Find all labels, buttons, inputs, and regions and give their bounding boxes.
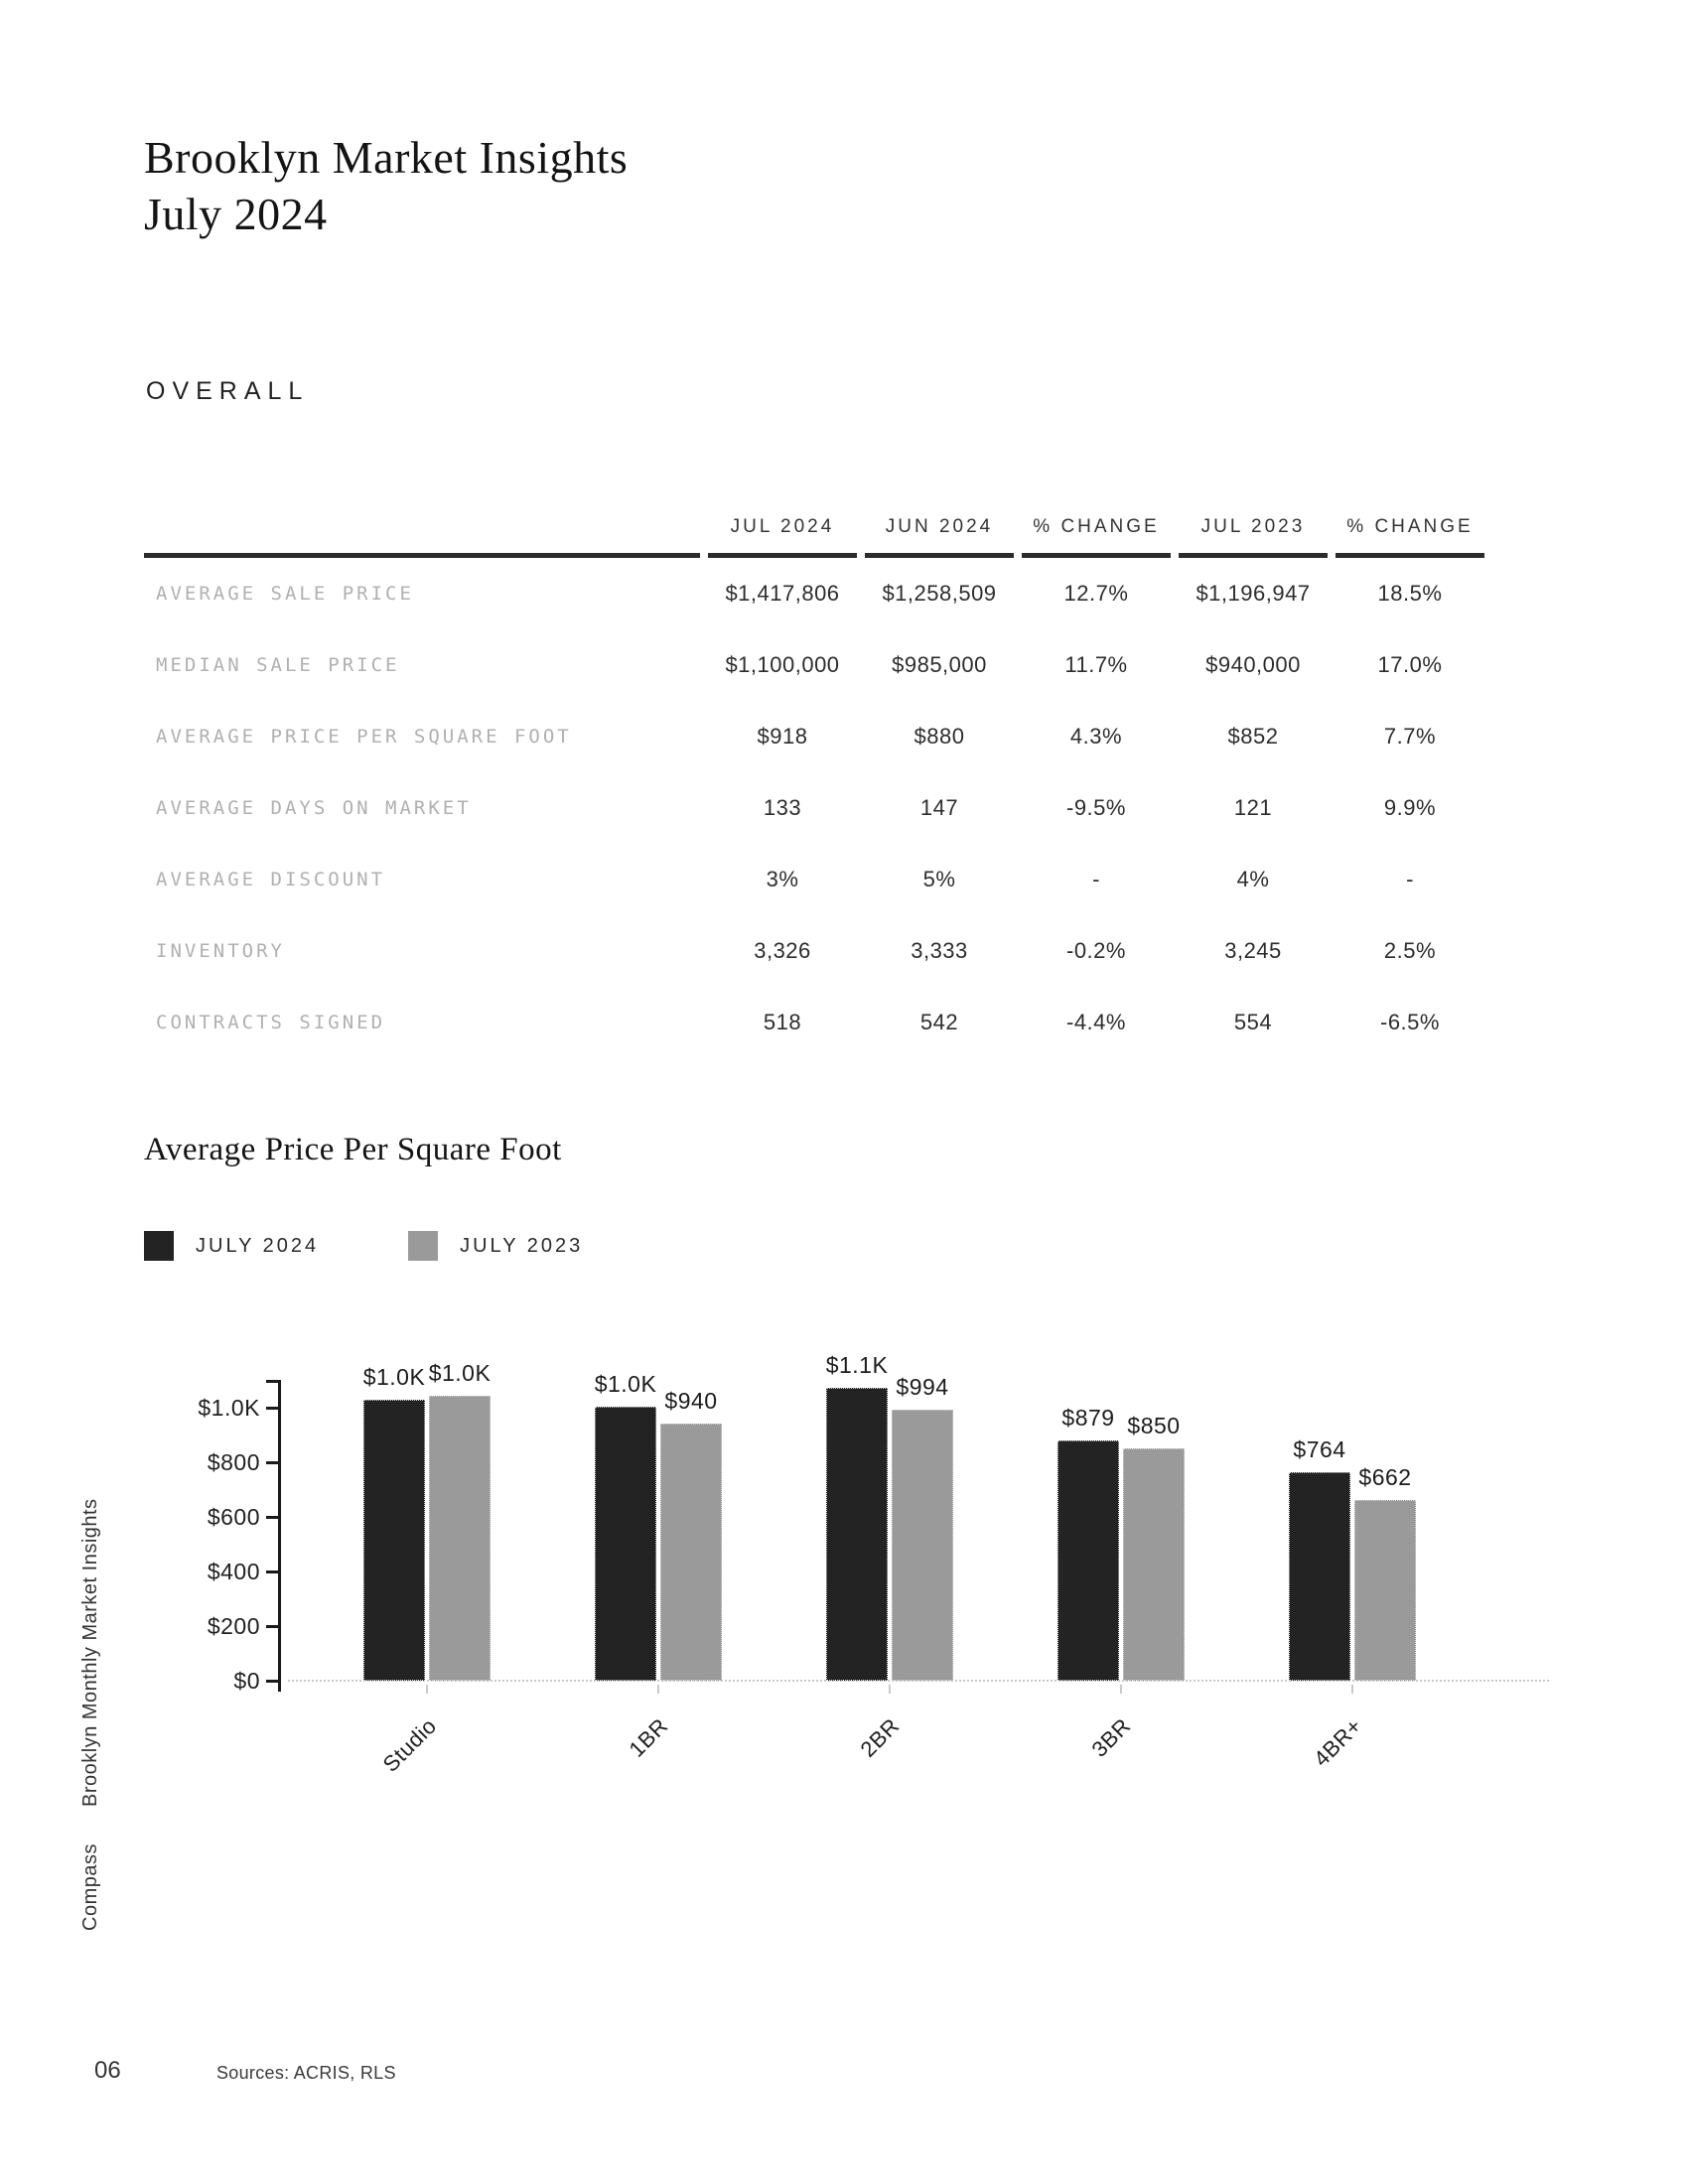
cell-value: $940,000	[1205, 652, 1301, 677]
header-cell-jun-2024: JUN 2024	[865, 516, 1014, 558]
x-category-label: 1BR	[624, 1712, 673, 1762]
cell-value: 3%	[766, 867, 799, 891]
bar-value-label: $1.0K	[594, 1371, 657, 1397]
bar-july-2024-1br	[595, 1407, 656, 1681]
header-cell-pct-change-yoy: % CHANGE	[1336, 516, 1484, 558]
cell-value: 2.5%	[1383, 938, 1437, 963]
row-label: AVERAGE SALE PRICE	[156, 583, 414, 605]
bar-value-label: $940	[664, 1388, 718, 1414]
bar-value-label: $662	[1358, 1464, 1412, 1490]
chart-legend	[144, 1231, 583, 1261]
bar-july-2023-4br+	[1354, 1500, 1416, 1681]
y-axis-tick	[266, 1625, 279, 1628]
y-axis-tick	[266, 1407, 279, 1410]
cell-value: 147	[919, 795, 959, 820]
y-axis-tick	[266, 1461, 279, 1464]
bar-july-2023-studio	[429, 1396, 491, 1681]
cell-value: -4.4%	[1066, 1010, 1126, 1034]
row-label: AVERAGE PRICE PER SQUARE FOOT	[156, 726, 572, 748]
y-axis-tick-label: $600	[207, 1504, 260, 1530]
y-axis-top-tick	[266, 1380, 279, 1383]
bar-value-label: $1.0K	[428, 1360, 492, 1386]
cell-value: 4.3%	[1069, 724, 1123, 749]
table-row	[144, 844, 1484, 915]
sidebar-brand-name: Compass	[79, 1843, 101, 1931]
cell-value: -6.5%	[1380, 1010, 1440, 1034]
y-axis-tick	[266, 1570, 279, 1573]
bar-july-2024-3br	[1057, 1440, 1119, 1681]
cell-value: 121	[1233, 795, 1273, 820]
cell-value: 12.7%	[1063, 581, 1129, 606]
cell-value: 18.5%	[1377, 581, 1443, 606]
page-title-line1: Brooklyn Market Insights	[144, 132, 629, 183]
cell-value: 3,326	[754, 938, 811, 963]
table-row	[144, 987, 1484, 1058]
row-label: CONTRACTS SIGNED	[156, 1012, 386, 1033]
bar-value-label: $1.0K	[362, 1364, 426, 1390]
x-axis-tick	[1120, 1685, 1122, 1694]
row-label: MEDIAN SALE PRICE	[156, 654, 400, 676]
y-axis-tick-label: $800	[207, 1449, 260, 1475]
sources-note: Sources: ACRIS, RLS	[216, 2063, 396, 2083]
x-category-label: 3BR	[1086, 1712, 1136, 1762]
section-label-overall: OVERALL	[146, 377, 310, 405]
bar-july-2023-3br	[1123, 1448, 1185, 1681]
row-label: AVERAGE DAYS ON MARKET	[156, 797, 472, 819]
metrics-table	[144, 516, 1484, 1058]
table-row	[144, 772, 1484, 844]
cell-value: -0.2%	[1066, 938, 1126, 963]
sidebar-report-name: Brooklyn Monthly Market Insights	[79, 1498, 101, 1807]
y-axis-tick-label: $400	[207, 1559, 260, 1584]
bar-value-label: $850	[1127, 1413, 1181, 1438]
bar-chart	[0, 1320, 1688, 1797]
x-axis-tick	[1351, 1685, 1353, 1694]
cell-value: 542	[919, 1010, 959, 1034]
cell-value: -	[1092, 867, 1100, 891]
chart-title: Average Price Per Square Foot	[144, 1132, 562, 1167]
page-title	[144, 129, 628, 242]
cell-value: 17.0%	[1377, 652, 1443, 677]
bar-value-label: $764	[1293, 1436, 1346, 1462]
y-axis-line	[278, 1380, 281, 1693]
header-cell-jul-2023: JUL 2023	[1179, 516, 1328, 558]
cell-value: 133	[763, 795, 802, 820]
bar-july-2023-2br	[892, 1410, 953, 1681]
table-row	[144, 915, 1484, 987]
bar-july-2024-studio	[363, 1400, 425, 1681]
y-axis-tick	[266, 1680, 279, 1683]
table-row	[144, 558, 1484, 629]
x-axis-tick	[426, 1685, 428, 1694]
x-axis-tick	[657, 1685, 659, 1694]
x-category-label: 2BR	[855, 1712, 905, 1762]
row-label: AVERAGE DISCOUNT	[156, 869, 386, 890]
legend-label-july-2024: JULY 2024	[196, 1234, 320, 1257]
row-label: INVENTORY	[156, 940, 285, 962]
x-axis-tick	[889, 1685, 891, 1694]
cell-value: 4%	[1236, 867, 1270, 891]
cell-value: $1,417,806	[725, 581, 840, 606]
y-axis-tick	[266, 1516, 279, 1519]
x-category-label: Studio	[377, 1712, 442, 1777]
bar-july-2024-4br+	[1289, 1472, 1350, 1681]
cell-value: 554	[1233, 1010, 1273, 1034]
cell-value: 7.7%	[1383, 724, 1437, 749]
cell-value: -	[1406, 867, 1414, 891]
legend-swatch-july-2023	[408, 1231, 438, 1261]
header-cell-jul-2024: JUL 2024	[708, 516, 857, 558]
legend-swatch-july-2024	[144, 1231, 174, 1261]
table-row	[144, 629, 1484, 701]
header-cell-pct-change-mom: % CHANGE	[1022, 516, 1171, 558]
cell-value: $852	[1227, 724, 1279, 749]
legend-label-july-2023: JULY 2023	[460, 1234, 584, 1257]
cell-value: $1,196,947	[1196, 581, 1311, 606]
metrics-table-header	[144, 516, 1484, 558]
bar-value-label: $1.1K	[825, 1352, 889, 1378]
y-axis-tick-label: $1.0K	[198, 1395, 260, 1421]
bar-july-2024-2br	[826, 1388, 888, 1681]
cell-value: $918	[757, 724, 808, 749]
table-row	[144, 701, 1484, 772]
cell-value: 3,245	[1224, 938, 1282, 963]
cell-value: 518	[763, 1010, 802, 1034]
page-number: 06	[94, 2057, 121, 2084]
cell-value: 11.7%	[1064, 652, 1128, 677]
bar-value-label: $879	[1061, 1405, 1115, 1431]
cell-value: $985,000	[892, 652, 987, 677]
cell-value: -9.5%	[1066, 795, 1126, 820]
cell-value: $1,258,509	[882, 581, 997, 606]
cell-value: 9.9%	[1383, 795, 1437, 820]
page-title-line2: July 2024	[144, 189, 328, 239]
cell-value: $880	[914, 724, 965, 749]
cell-value: 3,333	[911, 938, 968, 963]
cell-value: $1,100,000	[725, 652, 840, 677]
bar-july-2023-1br	[660, 1424, 722, 1681]
y-axis-tick-label: $0	[233, 1668, 260, 1694]
header-cell-empty	[144, 538, 700, 558]
x-category-label: 4BR+	[1309, 1712, 1367, 1772]
metrics-table-body	[144, 558, 1484, 1058]
bar-value-label: $994	[896, 1374, 949, 1400]
cell-value: 5%	[922, 867, 956, 891]
y-axis-tick-label: $200	[207, 1613, 260, 1639]
